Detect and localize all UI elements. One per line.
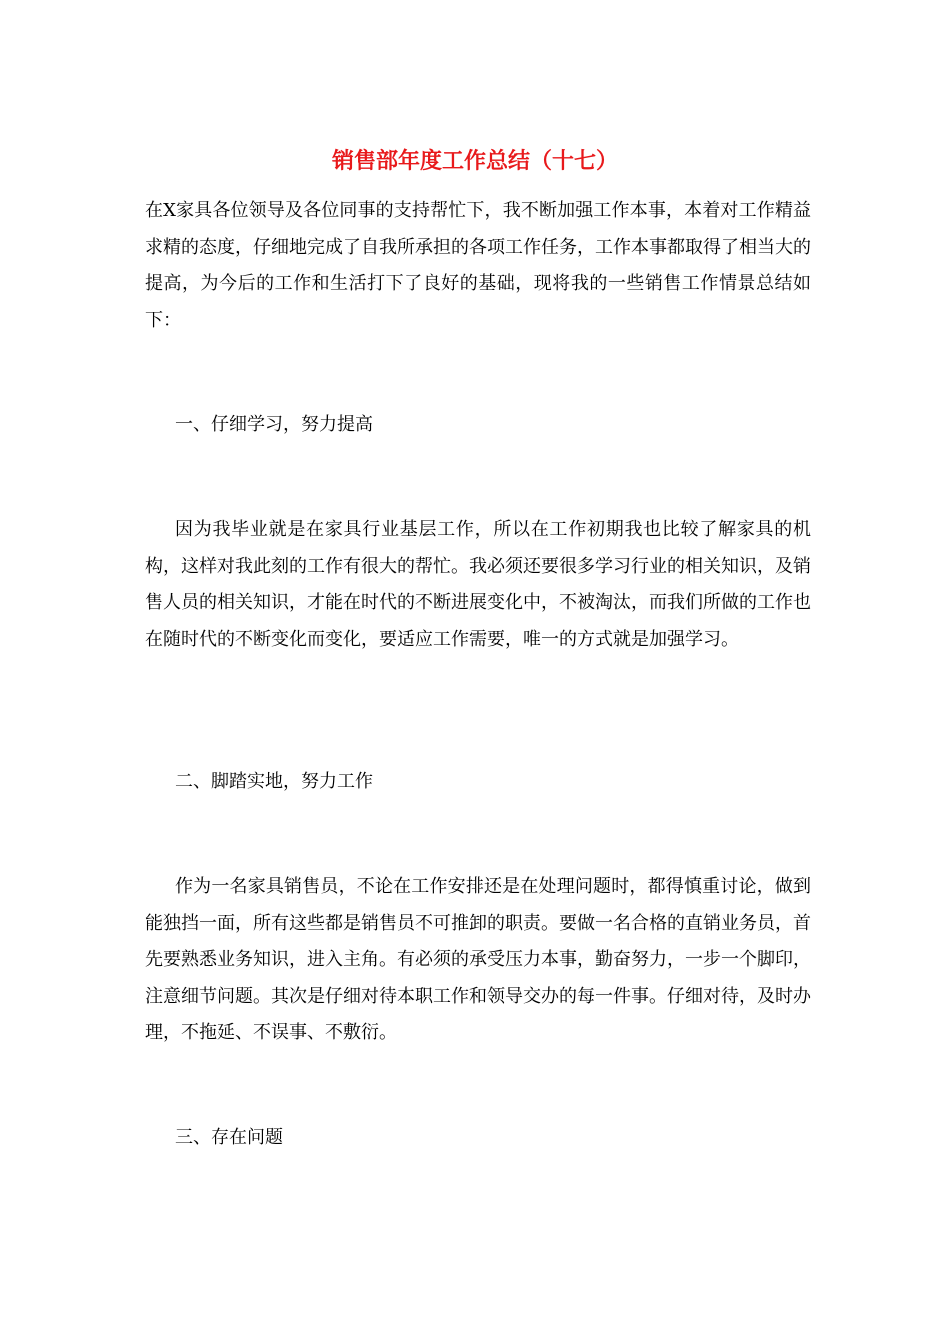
section-heading-2: 二、脚踏实地，努力工作 bbox=[175, 771, 373, 792]
section-body-1: 因为我毕业就是在家具行业基层工作，所以在工作初期我也比较了解家具的机构，这样对我此刻的工作有很大的帮忙。我必须还要很多学习行业的相关知识，及销售人员的相关知识，才能在时代的不断进展变化中，不被淘汰，而我们所做的工作也在随时代的不断变化而变化，要适应工作需要，唯一的方式就是加强学习。 bbox=[145, 519, 811, 650]
document-title: 销售部年度工作总结（十七） bbox=[331, 148, 618, 174]
section-heading-1: 一、仔细学习，努力提高 bbox=[175, 414, 373, 435]
intro-paragraph: 在X家具各位领导及各位同事的支持帮忙下，我不断加强工作本事，本着对工作精益求精的态度，仔细地完成了自我所承担的各项工作任务，工作本事都取得了相当大的提高，为今后的工作和生活打下了良好的基础，现将我的一些销售工作情景总结如下： bbox=[145, 200, 811, 331]
section-body-2: 作为一名家具销售员，不论在工作安排还是在处理问题时，都得慎重讨论，做到能独挡一面，所有这些都是销售员不可推卸的职责。要做一名合格的直销业务员，首先要熟悉业务知识，进入主角。有必须的承受压力本事，勤奋努力，一步一个脚印，注意细节问题。其次是仔细对待本职工作和领导交办的每一件事。仔细对待，及时办理，不拖延、不误事、不敷衍。 bbox=[145, 876, 811, 1043]
section-heading-3: 三、存在问题 bbox=[175, 1127, 283, 1148]
